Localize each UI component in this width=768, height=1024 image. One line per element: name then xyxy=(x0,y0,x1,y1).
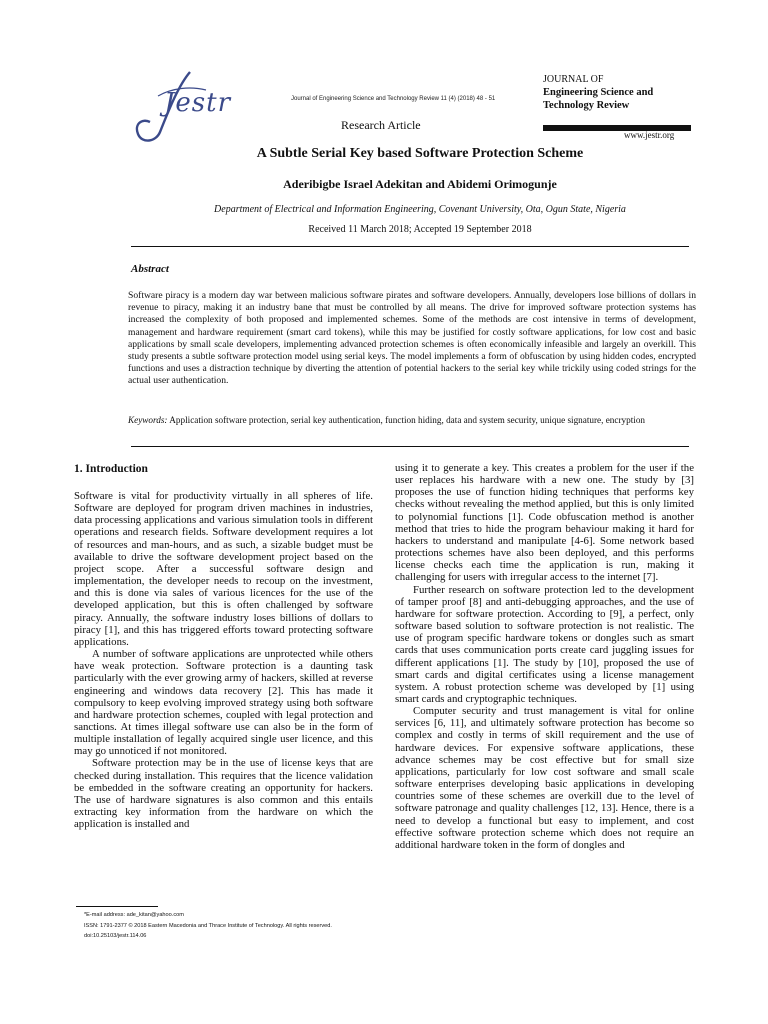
keywords-text: Application software protection, serial key authentication, function hiding, data and system security, unique signature, encryption xyxy=(169,415,646,425)
paper-received-dates: Received 11 March 2018; Accepted 19 September 2018 xyxy=(308,224,532,235)
logo-text: Jestr xyxy=(164,88,232,118)
paper-title: A Subtle Serial Key based Software Protection Scheme xyxy=(256,146,584,161)
journal-box-name-1: Engineering Science and xyxy=(543,87,654,98)
left-column xyxy=(74,490,373,830)
journal-box-name-2: Technology Review xyxy=(543,100,630,111)
paragraph: Computer security and trust management is vital for online services [6, 11], and ultimately software protection has become so complex and costly in terms of skill requirement and the use of hardware devices. For expensive software applications, these advance schemes may be cost effective but for small size applications, particularly for low cost software and small scale software enterprises developing basic applications in developing countries some of these schemes are overkill due to the level of software patronage and quality challenges [12, 13]. Hence, there is a need to develop a functional but easy to implement, and cost effective software protection scheme which does not require an additional hardware token in the form of dongles and xyxy=(395,705,694,851)
footnotes xyxy=(84,910,332,942)
journal-title-box xyxy=(543,74,691,112)
paragraph: Further research on software protection led to the development of tamper proof [8] and anti-debugging approaches, and the use of hardware for software protection. According to [9], a perfect, only software based solution to software protection is not realistic. The use of program specific hardware tokens or dongles such as smart cards that uses communication ports create card juggling issues for different applications [1]. The study by [10], proposed the use of smart cards and digital certificates using a license management system. A robust protection scheme was developed by [1] using smart cards and cryptographic techniques. xyxy=(395,583,694,705)
journal-logo xyxy=(128,66,238,146)
right-column xyxy=(395,462,694,851)
divider-bottom xyxy=(131,446,689,447)
divider-top xyxy=(131,246,689,247)
paragraph: Software protection may be in the use of license keys that are checked during installation. This requires that the licence validation be embedded in the software creating an opportunity for hackers. The use of hardware signatures is also common and this entails extracting key information from the hardware on which the application is installed and xyxy=(74,757,373,831)
paragraph: Software is vital for productivity virtually in all spheres of life. Software are deployed for program driven machines in industries, data processing applications and various simulation tools in different operations and research fields. Software development requires a lot of resources and man-hours, and as such, a sizable budget must be available to drive the software development project based on the project scope. After a successful software design and implementation, the developer needs to recoup on the investment, and this is done via sales of various licences for the use of the developed application, but this is often challenged by software piracy. Annually, the software industry loses billions of dollars to piracy [1], and this has triggered efforts toward protecting software applications. xyxy=(74,490,373,648)
keywords-label: Keywords: xyxy=(128,415,168,425)
keywords xyxy=(128,415,696,426)
footnote-issn: ISSN: 1791-2377 © 2018 Eastern Macedonia and Thrace Institute of Technology. All rights reserved. xyxy=(84,922,332,929)
footnote-rule xyxy=(76,906,158,907)
article-type: Research Article xyxy=(341,118,421,132)
footnote-doi: doi:10.25103/jestr.114.06 xyxy=(84,933,147,939)
abstract-heading: Abstract xyxy=(131,263,169,275)
footnote-email: *E-mail address: ade_kitan@yahoo.com xyxy=(84,912,184,918)
paper-authors: Aderibigbe Israel Adekitan and Abidemi Orimogunje xyxy=(283,177,557,191)
journal-box-top: JOURNAL OF xyxy=(543,74,604,85)
paragraph: A number of software applications are unprotected while others have weak protection. Software protection is a daunting task particularly with the ever growing army of hackers, skilled at reverse engineering and windows data recovery [2]. This has made it compulsory to keep evolving improved strategy using both software and hardware protection schemes, coupled with legal protection and sanctions. At times illegal software use can also be in the form of multiple installation of legally acquired single user licence, and this may go unnoticed if not monitored. xyxy=(74,648,373,758)
journal-url-link[interactable]: www.jestr.org xyxy=(624,130,675,140)
journal-citation-line: Journal of Engineering Science and Technology Review 11 (4) (2018) 48 - 51 xyxy=(291,96,496,102)
paragraph: using it to generate a key. This creates a problem for the user if the user replaces his hardware with a new one. The study by [3] proposes the use of function hiding techniques that performs key checks without revealing the method applied, but this is only limited to polynomial functions [1]. Code obfuscation method is another method that tries to hide the program behaviour making it hard for hackers to understand and manipulate [4-6]. Some network based protections schemes have also been deployed, and this performs license checks each time the application is run, making it challenging for users with irregular access to the internet [7]. xyxy=(395,462,694,584)
abstract-text: Software piracy is a modern day war between malicious software pirates and software developers. Annually, developers lose billions of dollars in revenue to piracy, making it an industry bane that must be controlled by all means. The drive for improved software protection systems has increased the complexity of both proposed and implemented schemes. Some of the methods are cost intensive in terms of development, management and hardware requirement (smart card tokens), while this may be justified for costly software applications, for low cost and basic applications by small scale developers, implementing advanced protection schemes is often economically infeasible and largely an overkill. This study presents a subtle software protection model using serial keys. The model implements a form of obfuscation by using hidden codes, encrypted functions and uses a distraction technique by diverting the attention of potential hackers to the serial key while trickily using coded strings for the actual user authentication. xyxy=(128,290,696,387)
paper-affiliation: Department of Electrical and Information Engineering, Covenant University, Ota, Ogun State, Nigeria xyxy=(214,204,626,215)
section-heading-introduction: 1. Introduction xyxy=(74,463,148,475)
